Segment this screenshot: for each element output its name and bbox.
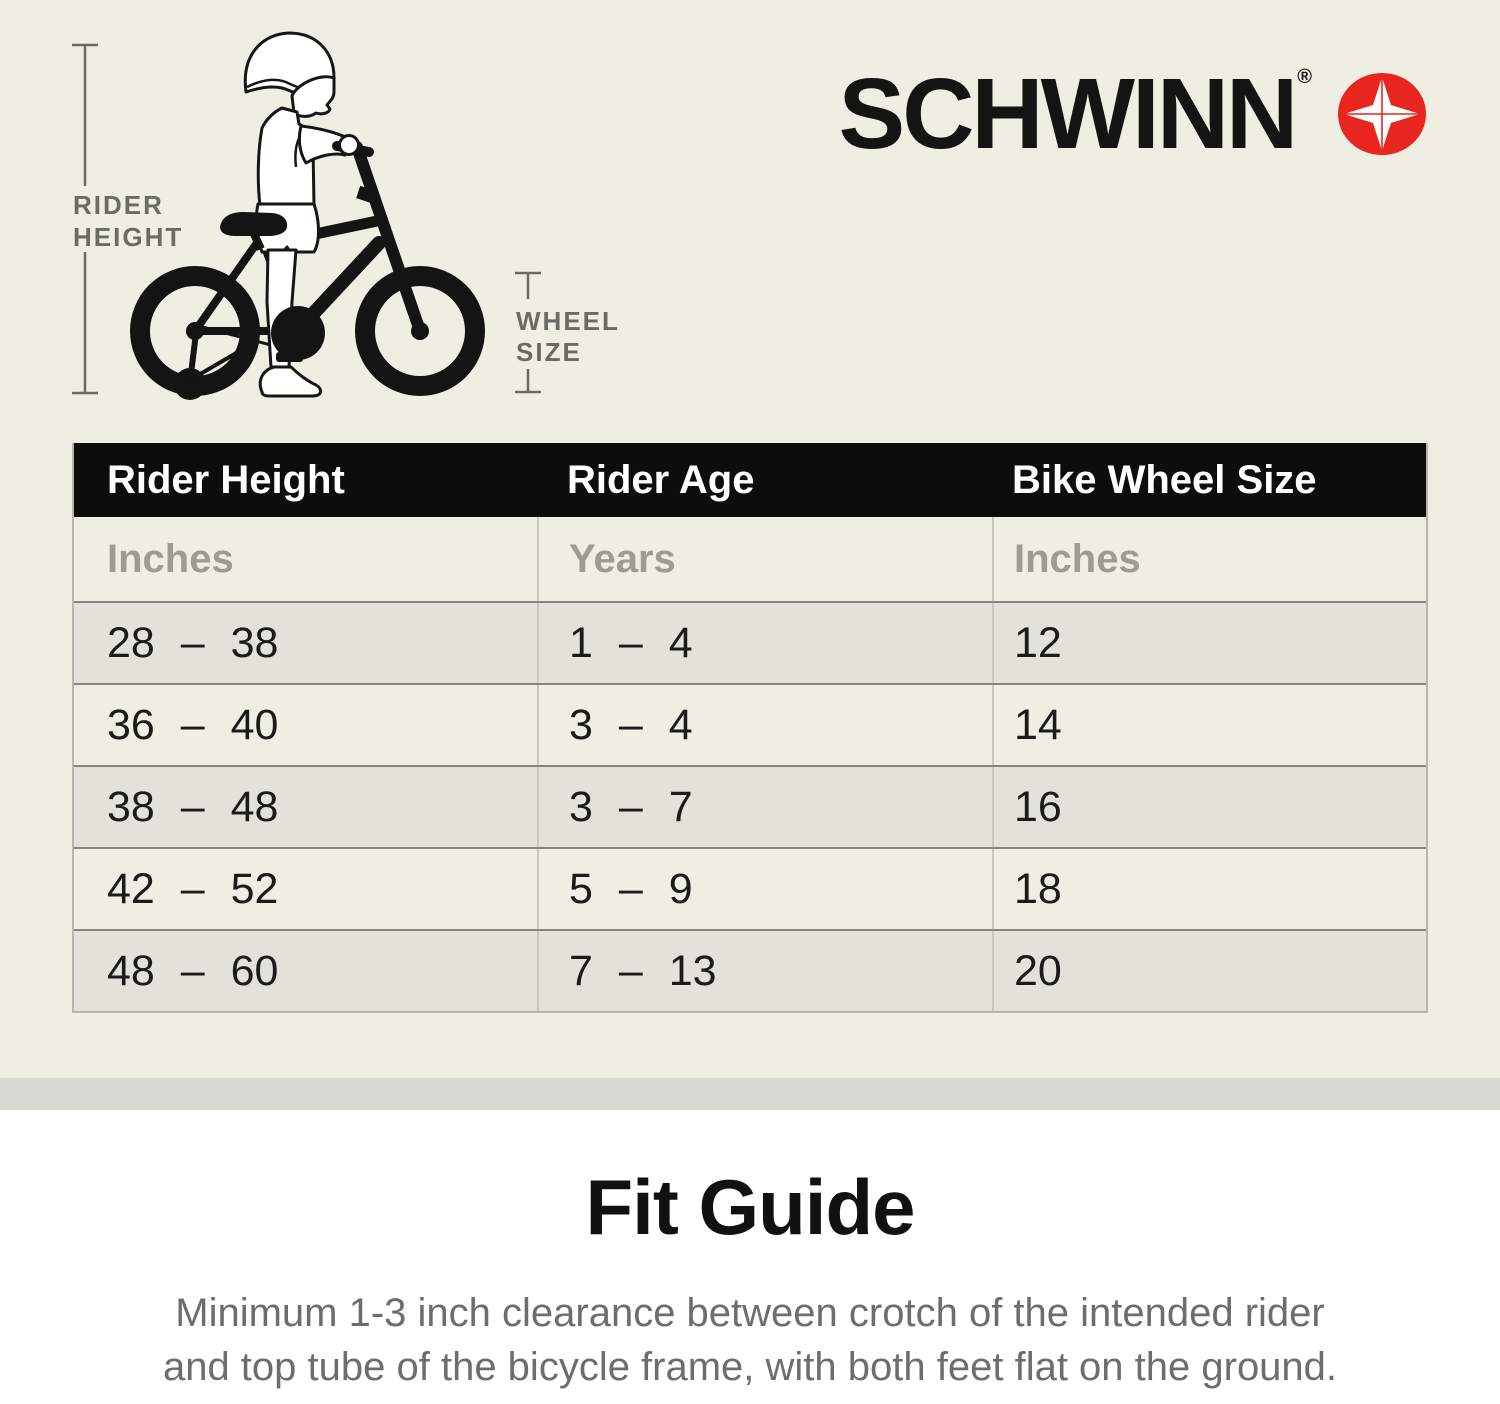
fit-guide-description-line1: Minimum 1-3 inch clearance between crotch of the intended rider [175, 1291, 1325, 1335]
hand [340, 136, 359, 155]
fit-guide-title: Fit Guide [585, 1163, 915, 1251]
table-header-row [74, 443, 1426, 517]
wheel-size-label-line2: SIZE [516, 337, 582, 367]
wheel-size-label-line1: WHEEL [516, 306, 620, 336]
registered-trademark: ® [1297, 66, 1312, 88]
schwinn-star-badge-icon [1336, 69, 1428, 159]
shoe [260, 367, 320, 396]
table-row [74, 765, 1426, 847]
cell-age-range: 1 – 4 [537, 603, 992, 683]
fit-table [72, 443, 1428, 1013]
unit-inches: Inches [992, 517, 1426, 601]
fit-guide-section [0, 1110, 1500, 1404]
cell-height-range: 36 – 40 [107, 700, 279, 749]
cell-wheel-size: 20 [992, 931, 1426, 1011]
cell-wheel-size: 14 [992, 685, 1426, 765]
table-row [74, 601, 1426, 683]
cell-age-range: 3 – 4 [537, 685, 992, 765]
rider-height-label-line1: RIDER [73, 190, 164, 220]
fit-guide-description-line2: and top tube of the bicycle frame, with both feet flat on the ground. [162, 1345, 1338, 1389]
cell-wheel-size: 16 [992, 767, 1426, 847]
cell-age-range: 3 – 7 [537, 767, 992, 847]
section-divider-band [0, 1078, 1500, 1110]
fit-guide-description [0, 1286, 1500, 1394]
seat [220, 212, 287, 236]
cell-age-range: 7 – 13 [537, 931, 992, 1011]
cell-height-range: 38 – 48 [107, 782, 279, 831]
table-row [74, 847, 1426, 929]
column-header-rider-age: Rider Age [567, 457, 755, 502]
brand-wordmark: SCHWINN [838, 58, 1296, 170]
unit-inches: Inches [107, 536, 234, 581]
table-units-row [74, 517, 1426, 601]
table-row [74, 929, 1426, 1011]
column-header-rider-height: Rider Height [107, 457, 345, 502]
cell-height-range: 42 – 52 [107, 864, 279, 913]
rider-bike-illustration [30, 18, 650, 410]
unit-years: Years [537, 517, 992, 601]
cell-wheel-size: 18 [992, 849, 1426, 929]
cell-height-range: 28 – 38 [107, 618, 279, 667]
cell-age-range: 5 – 9 [537, 849, 992, 929]
brand-logo [838, 58, 1428, 170]
cell-wheel-size: 12 [992, 603, 1426, 683]
rider-height-label-line2: HEIGHT [73, 222, 184, 252]
cell-height-range: 48 – 60 [107, 946, 279, 995]
column-header-wheel-size: Bike Wheel Size [1012, 457, 1317, 502]
table-row [74, 683, 1426, 765]
